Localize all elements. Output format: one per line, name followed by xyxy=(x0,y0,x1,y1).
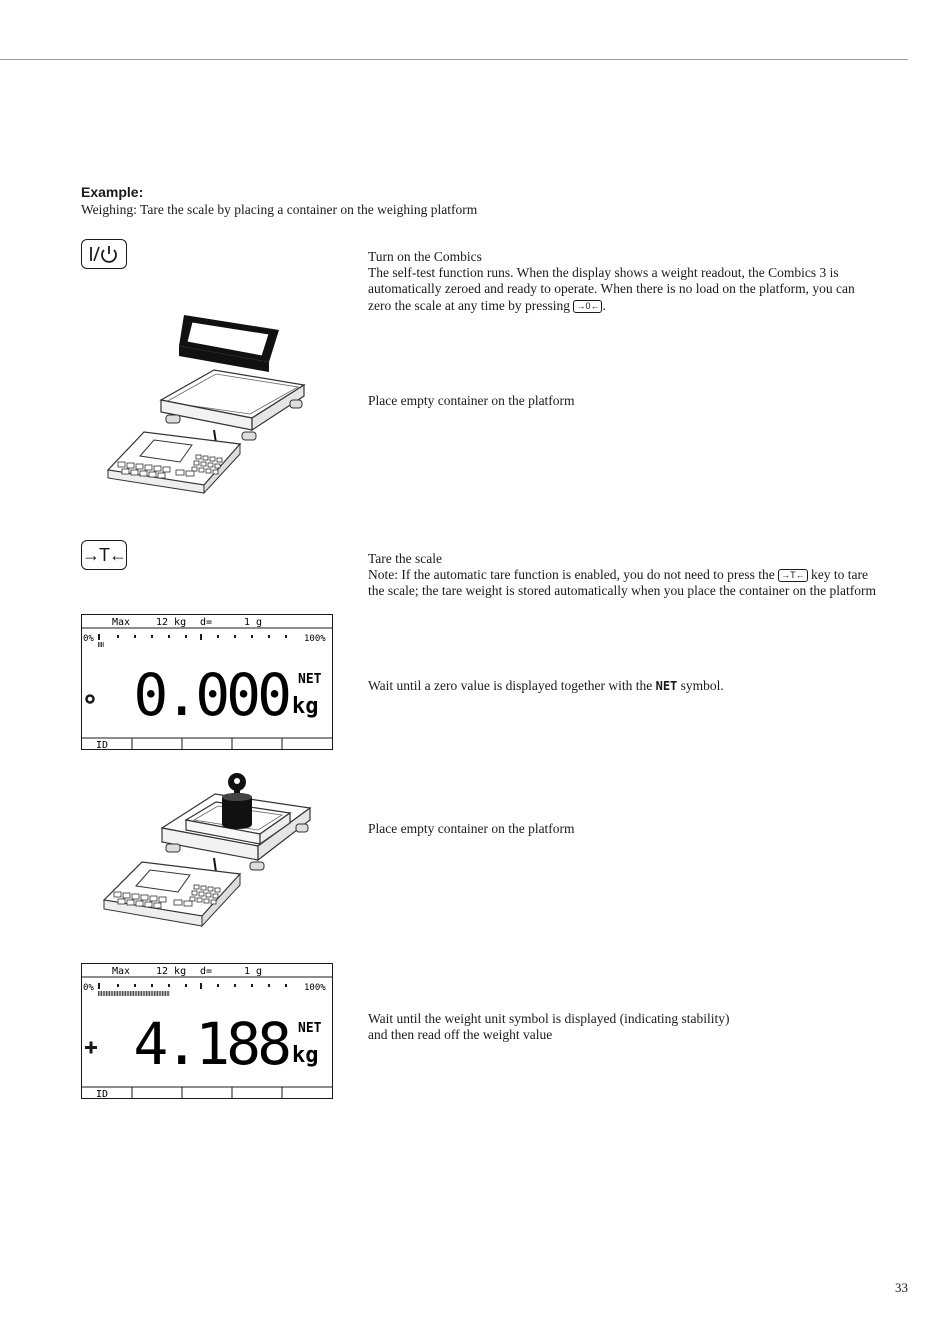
bargraph-segment xyxy=(162,991,163,996)
display-max-value: 12 kg xyxy=(156,617,187,628)
bargraph-segment xyxy=(149,991,150,996)
bargraph-segment xyxy=(154,991,155,996)
display-unit: kg xyxy=(292,694,319,719)
step-turn-on-title: Turn on the Combics xyxy=(368,249,482,264)
bargraph-segment xyxy=(135,991,136,996)
bargraph-segment xyxy=(98,991,99,996)
display-d-label: d= xyxy=(200,617,213,628)
display-unit: kg xyxy=(292,1043,319,1068)
bargraph-scale xyxy=(98,634,287,640)
bargraph-segment xyxy=(120,991,121,996)
bargraph-segment xyxy=(100,642,101,647)
bargraph-fill xyxy=(98,642,104,647)
display-reading: 4.188 xyxy=(133,1010,288,1078)
bargraph-segment xyxy=(152,991,153,996)
bargraph-segment xyxy=(156,991,157,996)
display-pct-high: 100% xyxy=(304,634,326,644)
display-pct-high: 100% xyxy=(304,983,326,993)
bargraph-segment xyxy=(132,991,133,996)
bargraph-segment xyxy=(101,642,102,647)
bargraph-segment xyxy=(146,991,147,996)
zero-key-inline: →0← xyxy=(573,300,602,313)
step-read-value xyxy=(368,1011,730,1043)
bargraph-segment xyxy=(148,991,149,996)
power-key xyxy=(81,239,127,269)
bargraph-segment xyxy=(100,991,101,996)
display-d-label: d= xyxy=(200,966,213,977)
bargraph-segment xyxy=(151,991,152,996)
stability-symbol xyxy=(85,1042,97,1054)
step-tare-title: Tare the scale xyxy=(368,551,443,566)
header-rule xyxy=(0,59,908,60)
weight-display-zero xyxy=(81,614,333,750)
bargraph-segment xyxy=(133,991,134,996)
bargraph-segment xyxy=(164,991,165,996)
bargraph-segment xyxy=(165,991,166,996)
net-symbol-inline: NET xyxy=(655,679,678,693)
bargraph-segment xyxy=(167,991,168,996)
bargraph-segment xyxy=(122,991,123,996)
bargraph-segment xyxy=(127,991,128,996)
step-turn-on-body xyxy=(368,265,880,314)
step-turn-on xyxy=(368,249,880,314)
step-place-container-2: Place empty container on the platform xyxy=(368,821,575,836)
bargraph-fill xyxy=(98,991,169,996)
bargraph-segment xyxy=(112,991,113,996)
step-read-value-line1: Wait until the weight unit symbol is displayed (indicating stability) xyxy=(368,1011,730,1026)
bargraph-segment xyxy=(143,991,144,996)
bargraph-segment xyxy=(138,991,139,996)
display-max-label: Max xyxy=(112,617,131,628)
step-wait-zero xyxy=(368,678,724,694)
bargraph-scale xyxy=(98,983,287,989)
tare-key xyxy=(81,540,127,570)
display-net-symbol: NET xyxy=(298,1021,322,1036)
step-tare-body xyxy=(368,567,880,599)
bargraph-segment xyxy=(103,991,104,996)
softkey-id: ID xyxy=(96,740,109,749)
display-d-value: 1 g xyxy=(244,966,263,977)
bargraph-segment xyxy=(160,991,161,996)
display-d-value: 1 g xyxy=(244,617,263,628)
display-max-label: Max xyxy=(112,966,131,977)
bargraph-segment xyxy=(159,991,160,996)
display-max-value: 12 kg xyxy=(156,966,187,977)
bargraph-segment xyxy=(116,991,117,996)
scale-weight-illustration xyxy=(100,768,345,943)
example-heading: Example: xyxy=(81,184,144,200)
bargraph-segment xyxy=(136,991,137,996)
bargraph-segment xyxy=(130,991,131,996)
bargraph-segment xyxy=(108,991,109,996)
display-pct-low: 0% xyxy=(83,983,94,993)
bargraph-segment xyxy=(124,991,125,996)
display-net-symbol: NET xyxy=(298,672,322,687)
stability-symbol xyxy=(87,696,94,703)
example-subheading: Weighing: Tare the scale by placing a container on the weighing platform xyxy=(81,202,478,217)
step-tare xyxy=(368,551,880,600)
softkey-id: ID xyxy=(96,1089,109,1098)
page-number: 33 xyxy=(895,1280,908,1295)
bargraph-segment xyxy=(157,991,158,996)
bargraph-segment xyxy=(168,991,169,996)
step-wait-zero-text: Wait until a zero value is displayed together with the xyxy=(368,678,653,693)
bargraph-segment xyxy=(128,991,129,996)
step-tare-body-text-2: key to tare the scale; the tare weight is stored automatically when you place the container on the platform xyxy=(368,567,876,599)
bargraph-segment xyxy=(104,991,105,996)
bargraph-segment xyxy=(114,991,115,996)
step-wait-zero-text-end: symbol. xyxy=(680,678,724,693)
bargraph-segment xyxy=(125,991,126,996)
weight-display-reading xyxy=(81,963,333,1099)
tare-key-inline: →T← xyxy=(778,569,808,582)
display-pct-low: 0% xyxy=(83,634,94,644)
bargraph-segment xyxy=(98,642,99,647)
bargraph-segment xyxy=(140,991,141,996)
step-turn-on-body-end: . xyxy=(602,297,606,313)
bargraph-segment xyxy=(117,991,118,996)
display-reading: 0.000 xyxy=(133,661,288,729)
bargraph-segment xyxy=(103,642,104,647)
scale-container-illustration xyxy=(104,310,344,515)
power-icon xyxy=(87,243,121,265)
bargraph-segment xyxy=(141,991,142,996)
bargraph-segment xyxy=(144,991,145,996)
step-read-value-line2: and then read off the weight value xyxy=(368,1027,553,1043)
step-turn-on-body-text: The self-test function runs. When the display shows a weight readout, the Combics 3 is automatically zeroed and ready to operate. When there is no load on the platform, you can zero the scale at any time by pressing xyxy=(368,265,855,313)
bargraph-segment xyxy=(106,991,107,996)
bargraph-segment xyxy=(111,991,112,996)
bargraph-segment xyxy=(101,991,102,996)
step-place-container: Place empty container on the platform xyxy=(368,393,575,408)
step-tare-body-text: Note: If the automatic tare function is enabled, you do not need to press the xyxy=(368,567,775,583)
bargraph-segment xyxy=(119,991,120,996)
tare-key-label: →T← xyxy=(82,544,126,565)
bargraph-segment xyxy=(109,991,110,996)
